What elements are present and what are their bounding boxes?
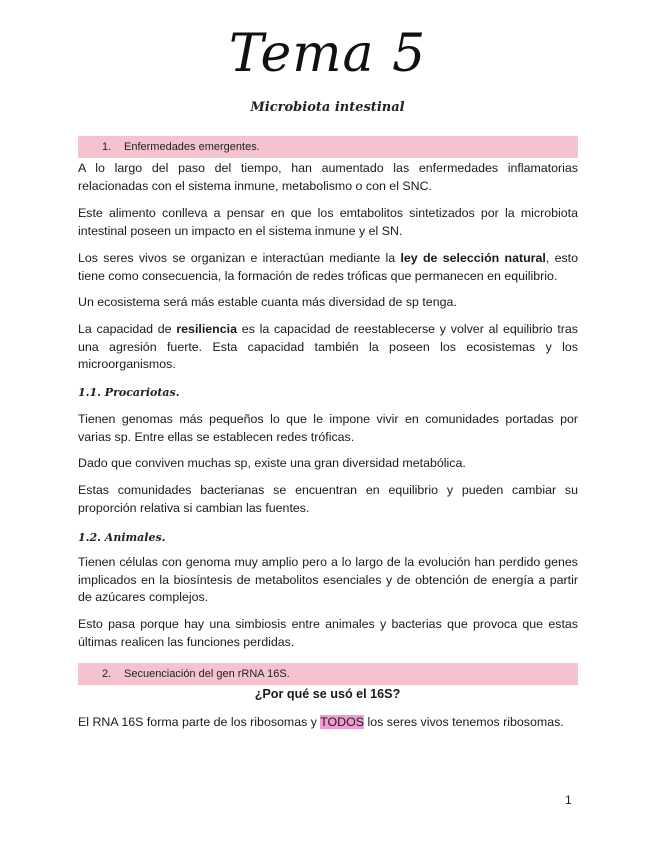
bold-term: resiliencia (176, 322, 237, 336)
paragraph: Tienen células con genoma muy amplio pero a lo largo de la evolución han perdido genes implicados en la biosíntesis de metabolitos esenciales y de obtención de energía a partir de azúcares complejos. (78, 555, 578, 604)
section-heading-1 (78, 136, 578, 158)
page-number: 1 (565, 793, 572, 807)
paragraph: Estas comunidades bacterianas se encuentran en equilibrio y pueden cambiar su proporción relativa si cambian las fuentes. (78, 483, 578, 515)
page-title: Tema 5 (228, 24, 427, 84)
paragraph (78, 714, 578, 732)
paragraph: Esto pasa porque hay una simbiosis entre animales y bacterias que provoca que estas últimas realicen las funciones perdidas. (78, 617, 578, 649)
page-subtitle: Microbiota intestinal (250, 100, 405, 115)
highlighted-text: TODOS (320, 715, 365, 729)
text-run: La capacidad de (78, 322, 177, 336)
section-label: Enfermedades emergentes. (124, 141, 260, 153)
paragraph: Un ecosistema será más estable cuanta más diversidad de sp tenga. (78, 295, 457, 309)
section-number: 2. (102, 668, 112, 680)
text-run: , esto tiene como consecuencia, la formación de redes tróficas que permanecen en equilibrio. (78, 251, 578, 283)
paragraph (78, 321, 578, 374)
paragraph: Dado que conviven muchas sp, existe una gran diversidad metabólica. (78, 456, 466, 470)
text-run: Los seres vivos se organizan e interactúan mediante la (78, 251, 401, 265)
subsection-heading-1-2: 1.2. Animales. (78, 531, 166, 544)
paragraph (78, 250, 578, 285)
text-run: los seres vivos tenemos ribosomas. (364, 715, 564, 729)
text-run: es la capacidad de reestablecerse y volver al equilibrio tras una agresión fuerte. Esta capacidad también la poseen los ecosistemas y los microorganismos. (78, 322, 578, 371)
subsection-heading-1-1: 1.1. Procariotas. (78, 386, 180, 399)
text-run: El RNA 16S forma parte de los ribosomas y (78, 715, 321, 729)
bold-term: ley de selección natural (400, 251, 546, 265)
paragraph: Tienen genomas más pequeños lo que le impone vivir en comunidades portadas por varias sp. Entre ellas se establecen redes tróficas. (78, 412, 578, 444)
section-heading-2 (78, 663, 578, 685)
section-label: Secuenciación del gen rRNA 16S. (124, 668, 290, 680)
centered-question: ¿Por qué se usó el 16S? (254, 687, 401, 701)
paragraph: A lo largo del paso del tiempo, han aumentado las enfermedades inflamatorias relacionadas con el sistema inmune, metabolismo o con el SNC. (78, 161, 578, 193)
paragraph: Este alimento conlleva a pensar en que los emtabolitos sintetizados por la microbiota intestinal poseen un impacto en el sistema inmune y el SN. (78, 206, 578, 238)
section-number: 1. (102, 141, 112, 153)
